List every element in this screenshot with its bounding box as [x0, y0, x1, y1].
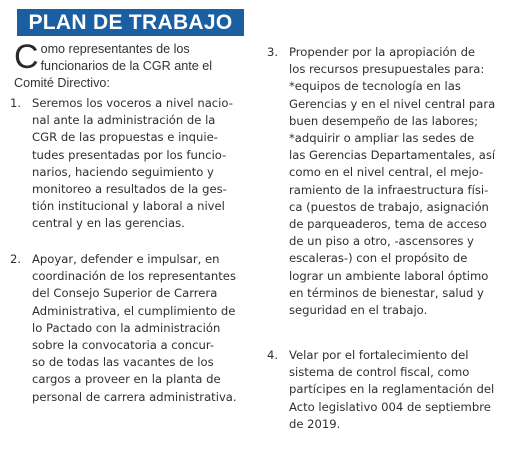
list-item-text: Seremos los voceros a nivel nacio- nal ante la administración de la CGR de las propuestas e inquie- tudes presentadas por los funcio- narios, haciendo seguimiento y monitoreo a resultados de la ges- tión institucional y laboral a nivel central y en las gerencias. — [32, 96, 233, 231]
list-item-number: 2. — [10, 252, 22, 266]
list-item-text: Apoyar, defender e impulsar, en coordinación de los representantes del Consejo Superior de Carrera Administrativa, el cumplimiento de lo Pactado con la administración sobre la convocatoria a concur- so de todas las vacantes de los cargos a proveer en la planta de personal de carrera administrativa. — [32, 252, 237, 404]
intro-dropcap: C — [14, 38, 39, 76]
list-item-text: Propender por la apropiación de los recursos presupuestales para: *equipos de tecnología en las Gerencias y en el nivel central para buen desempeño de las labores; *adquirir o ampliar las sedes de las Gerencias Departamentales, así como en el nivel central, el mejo- ramiento de la infraestructura físi- ca (puestos de trabajo, asignación de parqueaderos, tema de acceso de un piso a otro, -ascensores y escaleras-) con el propósito de lograr un ambiente laboral óptimo en términos de bienestar, salud y seguridad en el trabajo. — [289, 45, 496, 318]
list-item-1 — [10, 95, 260, 235]
section-title: PLAN DE TRABAJO — [28, 11, 233, 34]
section-header-bar — [17, 9, 244, 36]
list-item-number: 1. — [10, 96, 22, 110]
list-item-4 — [267, 347, 512, 437]
list-item-2 — [10, 251, 260, 411]
list-item-3 — [267, 44, 512, 324]
list-item-number: 4. — [267, 348, 279, 362]
intro-text: omo representantes de los funcionarios de la CGR ante el Comité Directivo: — [14, 42, 213, 90]
list-item-text: Velar por el fortalecimiento del sistema de control fiscal, como partícipes en la reglamentación del Acto legislativo 004 de septiembre de 2019. — [289, 348, 495, 431]
intro-paragraph — [14, 38, 254, 92]
list-item-number: 3. — [267, 45, 279, 59]
